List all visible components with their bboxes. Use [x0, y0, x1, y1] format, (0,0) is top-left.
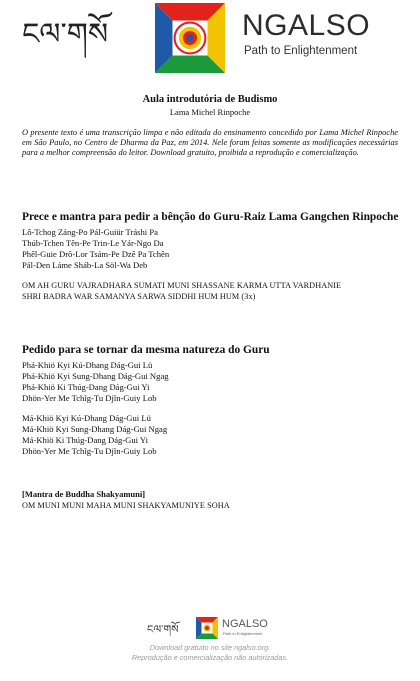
verse-line: Má-Khiö Kyi Sung-Dhang Dág-Gui Ngag — [22, 424, 168, 434]
mantra-line: SHRI BADRA WAR SAMANYA SARWA SIDDHI HUM HUM (3x) — [22, 292, 256, 301]
document-author: Lama Michel Rinpoche — [169, 107, 251, 117]
brand-name: NGALSO — [242, 9, 371, 42]
footer — [0, 612, 420, 681]
verse-line: Phêl-Guie Drô-Lor Tsám-Pe Dzê Pa Tchên — [22, 249, 170, 259]
footer-brand-name: NGALSO — [222, 618, 268, 630]
brand-tagline: Path to Enlightenment — [244, 45, 358, 57]
section-blessing-prayer — [22, 211, 402, 302]
tibetan-script-logo — [22, 10, 147, 60]
title-block — [0, 94, 420, 117]
header — [0, 0, 420, 80]
mandala-logo-icon — [155, 3, 225, 73]
footer-mandala-icon — [196, 617, 218, 639]
section-guru-nature-request — [22, 344, 402, 457]
verse-line: Má-Khiö Kyi Kú-Dhang Dág-Gui Lü — [22, 413, 151, 423]
footer-tibetan-text: ངལ་གསོ — [147, 623, 179, 636]
verse-line: Phá-Khiö Kyi Kú-Dhang Dág-Gui Lü — [22, 360, 153, 370]
intro-paragraph: O presente texto é uma transcrição limpa e não editada do ensinamento concedido por Lama Michel Rinpoche em São Paulo, no Centro de Dharma da Paz, em 2014. Nele foram feitas somente as modificações necessárias para a melhor compreensão do leitor. Download gratuito, proibida a reprodução e comercialização. — [22, 128, 398, 157]
footer-brand-tagline: Path to Enlightenment — [223, 631, 263, 636]
section-shakyamuni-mantra — [22, 489, 402, 511]
verse-line: Thúb-Tchen Tên-Pe Trin-Le Yár-Ngo Da — [22, 238, 164, 248]
verse-line: Má-Khiö Ki Thúg-Dang Dág-Gui Yi — [22, 435, 149, 445]
tibetan-script-text: ངལ་གསོ — [22, 17, 109, 52]
verse-line: Phá-Khiö Ki Thúg-Dang Dág-Gui Yi — [22, 382, 150, 392]
mantra-line: OM AH GURU VAJRADHARA SUMATI MUNI SHASSANE KARMA UTTA VARDHANIE — [22, 281, 342, 290]
section-heading: Pedido para se tornar da mesma natureza do Guru — [22, 344, 270, 356]
mantra-label: [Mantra de Buddha Shakyamuni] — [22, 489, 146, 499]
verse-line: Lô-Tchog Záng-Po Pál-Guiür Tráshi Pa — [22, 227, 158, 237]
section-heading: Prece e mantra para pedir a bênção do Guru-Raiz Lama Gangchen Rinpoche — [22, 211, 399, 223]
verse-line: Dhön-Yer Me Tchĩg-Tu Djĩn-Guiy Lob — [22, 446, 157, 456]
footer-download-note: Download gratuito no site ngalso.org. — [149, 643, 271, 652]
mantra-line: OM MUNI MUNI MAHA MUNI SHAKYAMUNIYE SOHA — [22, 501, 230, 510]
footer-copyright-note: Reprodução e comercialização não autorizadas. — [131, 653, 289, 662]
verse-line: Phá-Khiö Kyi Sung-Dhang Dág-Gui Ngag — [22, 371, 169, 381]
verse-line: Pál-Den Láme Sháb-La Söl-Wa Deb — [22, 260, 148, 270]
footer-tibetan-logo — [147, 620, 195, 636]
document-title: Aula introdutória de Budismo — [142, 94, 278, 105]
verse-line: Dhön-Yer Me Tchĩg-Tu Djĩn-Guiy Lob — [22, 393, 157, 403]
